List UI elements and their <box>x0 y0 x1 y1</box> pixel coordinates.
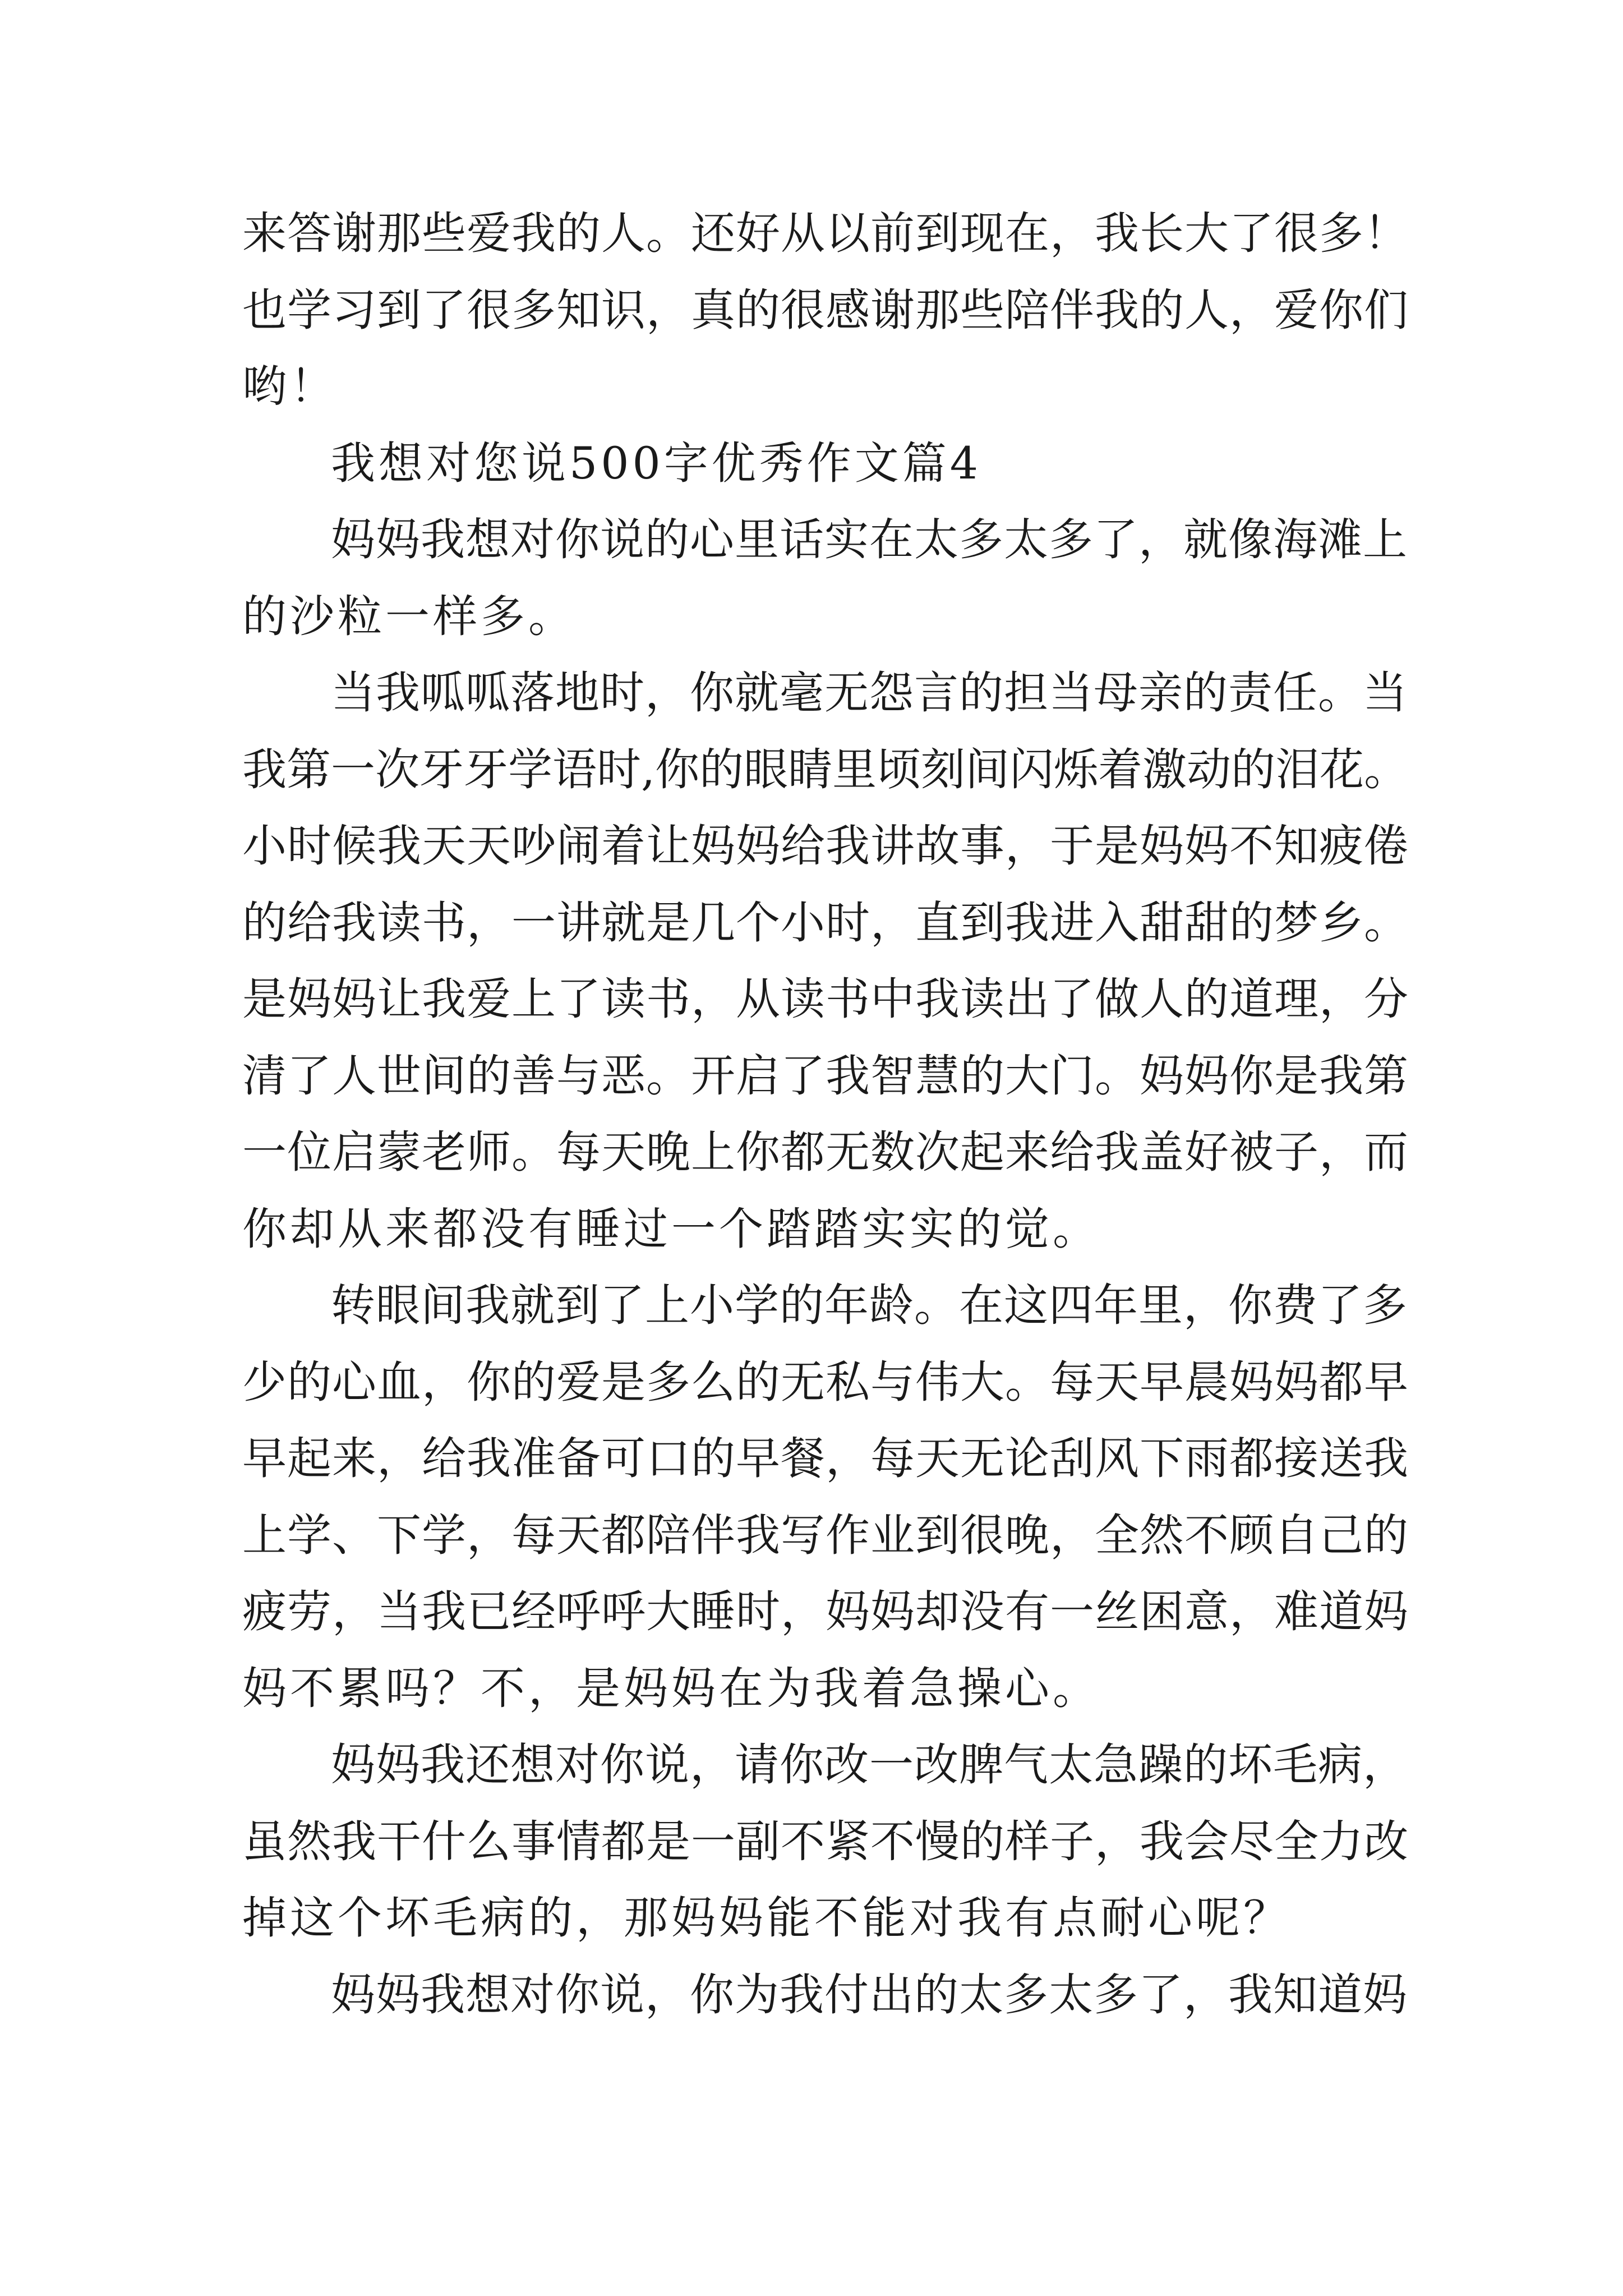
paragraph-temper-line: 掉这个坏毛病的，那妈妈能不能对我有点耐心呢？ <box>242 1892 1291 1944</box>
paragraph-school-years-line: 转眼间我就到了上小学的年龄。在这四年里，你费了多 <box>331 1280 1408 1331</box>
paragraph-school-years-line: 妈不累吗？不，是妈妈在为我着急操心。 <box>242 1662 1100 1714</box>
paragraph-temper-line: 妈妈我还想对你说，请你改一改脾气太急躁的坏毛病， <box>331 1739 1408 1791</box>
paragraph-intro-line: 的沙粒一样多。 <box>242 590 576 642</box>
paragraph-continuation-line: 也学习到了很多知识，真的很感谢那些陪伴我的人，爱你们 <box>242 284 1409 336</box>
section-heading-line: 我想对您说500字优秀作文篇4 <box>331 437 982 489</box>
paragraph-temper-line: 虽然我干什么事情都是一副不紧不慢的样子，我会尽全力改 <box>242 1815 1409 1867</box>
paragraph-childhood-line: 当我呱呱落地时，你就毫无怨言的担当母亲的责任。当 <box>331 667 1408 719</box>
paragraph-continuation-line: 哟！ <box>242 361 338 412</box>
paragraph-school-years-line: 疲劳，当我已经呼呼大睡时，妈妈却没有一丝困意，难道妈 <box>242 1586 1409 1637</box>
paragraph-childhood-line: 是妈妈让我爱上了读书，从读书中我读出了做人的道理，分 <box>242 973 1409 1025</box>
paragraph-school-years-line: 早起来，给我准备可口的早餐，每天无论刮风下雨都接送我 <box>242 1433 1409 1484</box>
paragraph-school-years-line: 少的心血，你的爱是多么的无私与伟大。每天早晨妈妈都早 <box>242 1356 1409 1408</box>
paragraph-childhood-line: 你却从来都没有睡过一个踏踏实实的觉。 <box>242 1203 1100 1255</box>
paragraph-continuation-line: 来答谢那些爱我的人。还好从以前到现在，我长大了很多！ <box>242 208 1409 259</box>
paragraph-school-years-line: 上学、下学，每天都陪伴我写作业到很晚，全然不顾自己的 <box>242 1509 1409 1561</box>
paragraph-childhood-line: 清了人世间的善与恶。开启了我智慧的大门。妈妈你是我第 <box>242 1050 1409 1102</box>
paragraph-childhood-line: 的给我读书，一讲就是几个小时，直到我进入甜甜的梦乡。 <box>242 896 1409 949</box>
paragraph-childhood-line: 一位启蒙老师。每天晚上你都无数次起来给我盖好被子，而 <box>242 1126 1409 1178</box>
paragraph-intro-line: 妈妈我想对你说的心里话实在太多太多了，就像海滩上 <box>331 514 1408 565</box>
paragraph-childhood-line: 小时候我天天吵闹着让妈妈给我讲故事，于是妈妈不知疲倦 <box>242 820 1409 872</box>
paragraph-closing-line: 妈妈我想对你说，你为我付出的太多太多了，我知道妈 <box>331 1968 1408 2021</box>
paragraph-childhood-line: 我第一次牙牙学语时,你的眼睛里顷刻间闪烁着激动的泪花。 <box>242 743 1409 795</box>
essay-body <box>242 195 1411 2033</box>
